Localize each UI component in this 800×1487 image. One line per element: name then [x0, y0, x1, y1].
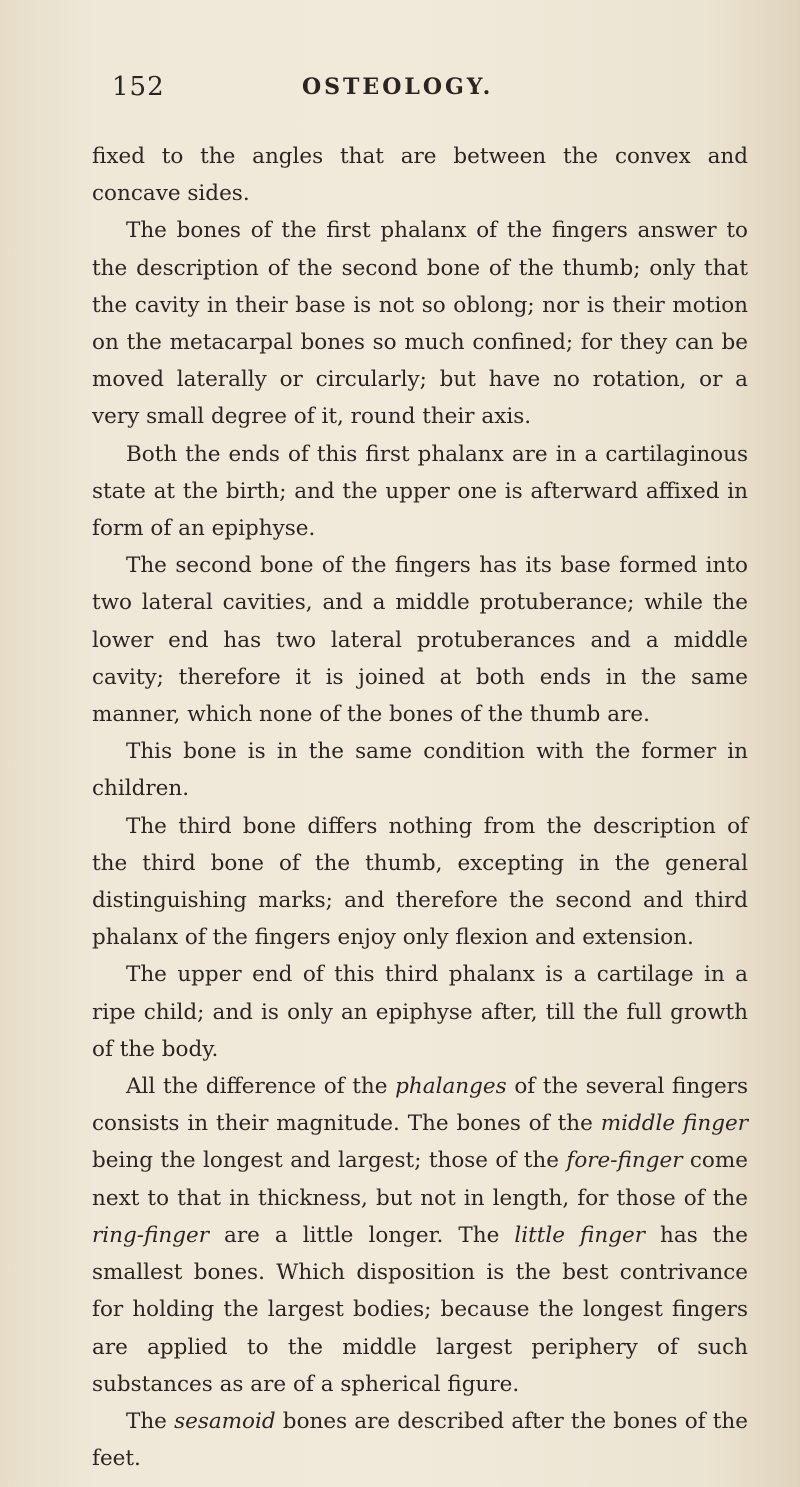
paragraph-text: The — [126, 1408, 175, 1434]
body-text — [92, 138, 748, 1477]
paragraph — [92, 956, 748, 1068]
italic-term: phalanges — [395, 1074, 507, 1100]
paragraph — [92, 212, 748, 435]
paragraph-text: fixed to the angles that are between the convex and concave sides. — [92, 144, 748, 207]
paragraph-text: The third bone differs nothing from the description of the third bone of the thumb, excepting in the general distinguishing marks; and therefore the second and third phalanx of the fingers enjoy only flexion and extension. — [92, 813, 748, 951]
paragraph — [92, 138, 748, 212]
paragraph-text: The bones of the first phalanx of the fingers answer to the description of the second bone of the thumb; only that the cavity in their base is not so oblong; nor is their motion on the metacarpal bones so much confined; for they can be moved laterally or circularly; but have no rotation, or a very small degree of it, round their axis. — [92, 218, 748, 430]
paragraph — [92, 808, 748, 957]
paragraph-text: being the longest and largest; those of the — [92, 1148, 567, 1174]
paragraph — [92, 436, 748, 548]
paragraph-text: has the smallest bones. Which disposition is the best contrivance for holding the largest bodies; because the longest fingers are applied to the middle largest periphery of such substances as are of a spherical figure. — [92, 1222, 749, 1397]
italic-term: middle finger — [600, 1111, 748, 1137]
paragraph-text: This bone is in the same condition with the former in children. — [92, 739, 748, 802]
paragraph — [92, 733, 748, 807]
paragraph — [92, 1403, 748, 1477]
italic-term: sesamoid — [174, 1408, 276, 1434]
running-title: OSTEOLOGY. — [302, 74, 494, 100]
paragraph-text: of the several fingers consists in their magnitude. The bones of the — [92, 1074, 748, 1137]
paragraph-text: The upper end of this third phalanx is a cartilage in a ripe child; and is only an epiphyse after, till the full growth of the body. — [92, 962, 748, 1062]
paragraph-text: are a little longer. The — [208, 1222, 515, 1248]
page-number: 152 — [112, 72, 165, 102]
italic-term: ring-finger — [92, 1222, 209, 1248]
paragraph-text: All the difference of the — [126, 1074, 396, 1100]
paragraph-text: bones are described after the bones of the feet. — [92, 1408, 748, 1472]
italic-term: fore-finger — [566, 1148, 683, 1174]
paragraph — [92, 547, 748, 733]
paragraph — [92, 1068, 748, 1403]
italic-term: little finger — [514, 1222, 645, 1248]
paragraph-text: come next to that in thickness, but not in length, for those of the — [92, 1148, 748, 1211]
running-head — [112, 72, 752, 112]
paragraph-text: The second bone of the fingers has its base formed into two lateral cavities, and a middle protuberance; while the lower end has two lateral protuberances and a middle cavity; therefore it is joined at both ends in the same manner, which none of the bones of the thumb are. — [92, 553, 748, 728]
paragraph-text: Both the ends of this first phalanx are in a cartilaginous state at the birth; and the upper one is afterward affixed in form of an epiphyse. — [92, 441, 748, 542]
